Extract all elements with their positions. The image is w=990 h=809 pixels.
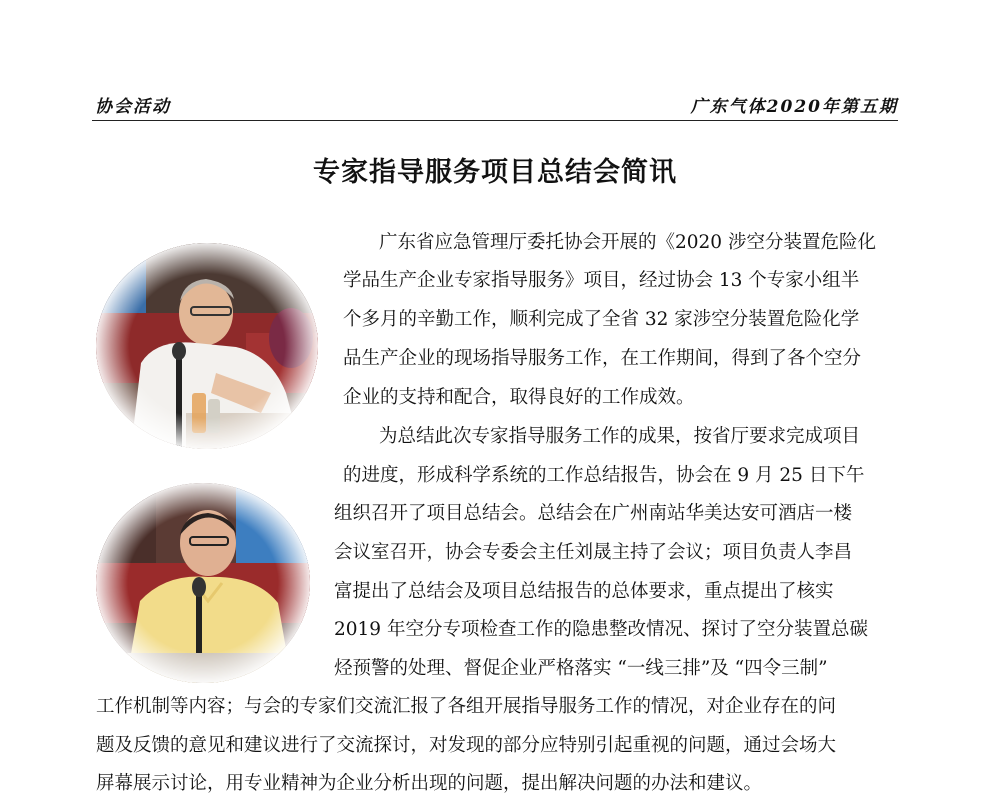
paragraph1-line-4: 品生产企业的现场指导服务工作，在工作期间，得到了各个空分 [343, 348, 862, 369]
paragraph2-line-1: 为总结此次专家指导服务工作的成果，按省厅要求完成项目 [379, 426, 861, 447]
paragraph1-line-1: 广东省应急管理厅委托协会开展的《2020 涉空分装置危险化 [379, 232, 876, 253]
paragraph2-line-6: 2019 年空分专项检查工作的隐患整改情况、探讨了空分装置总碳 [334, 619, 868, 640]
photo-man-writing-image [96, 243, 318, 449]
paragraph2-line-10: 屏幕展示讨论，用专业精神为企业分析出现的问题，提出解决问题的办法和建议。 [96, 773, 763, 794]
paragraph2-line-4: 会议室召开，协会专委会主任刘晟主持了会议；项目负责人李昌 [334, 542, 853, 563]
header-divider [92, 120, 898, 121]
article-title: 专家指导服务项目总结会简讯 [313, 157, 677, 188]
paragraph2-line-9: 题及反馈的意见和建议进行了交流探讨，对发现的部分应特别引起重视的问题，通过会场大 [96, 735, 837, 756]
issue-label: 广东气体2020年第五期 [690, 97, 898, 117]
paragraph2-line-5: 富提出了总结会及项目总结报告的总体要求，重点提出了核实 [334, 581, 834, 602]
paragraph2-line-7: 烃预警的处理、督促企业严格落实 “一线三排”及 “四令三制” [334, 658, 828, 679]
paragraph2-line-8: 工作机制等内容；与会的专家们交流汇报了各组开展指导服务工作的情况，对企业存在的问 [96, 696, 837, 717]
paragraph2-line-3: 组织召开了项目总结会。总结会在广州南站华美达安可酒店一楼 [334, 503, 853, 524]
paragraph1-line-2: 学品生产企业专家指导服务》项目，经过协会 13 个专家小组半 [343, 270, 860, 291]
paragraph2-line-2: 的进度，形成科学系统的工作总结报告，协会在 9 月 25 日下午 [343, 465, 865, 486]
photo-man-speaking [96, 483, 310, 683]
photo-man-speaking-image [96, 483, 310, 683]
photo-man-writing [96, 243, 318, 449]
section-label: 协会活动 [95, 97, 171, 117]
paragraph1-line-5: 企业的支持和配合，取得良好的工作成效。 [343, 387, 695, 408]
paragraph1-line-3: 个多月的辛勤工作，顺利完成了全省 32 家涉空分装置危险化学 [343, 309, 860, 330]
